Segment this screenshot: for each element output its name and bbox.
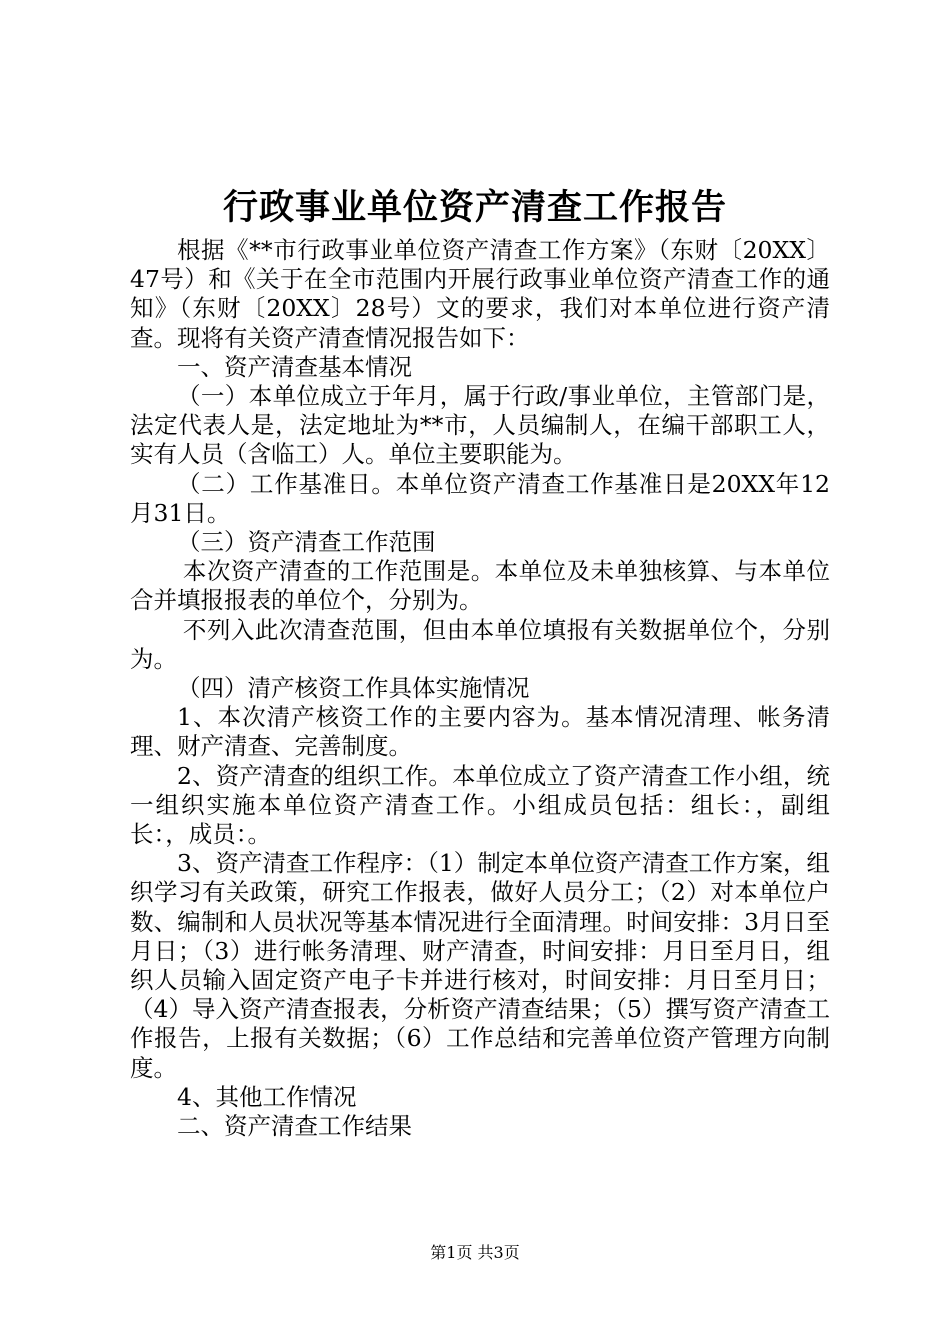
heading-implementation: （四）清产核资工作具体实施情况 [177,674,530,703]
document-body [130,236,830,1141]
paragraph-other: 4、其他工作情况 [177,1082,357,1111]
paragraph-organization: 2、资产清查的组织工作。本单位成立了资产清查工作小组，统一组织实施本单位资产清查工作。小组成员包括：组长：，副组长：，成员：。 [130,761,830,849]
paragraph-base-date: （二）工作基准日。本单位资产清查工作基准日是20XX年12月31日。 [130,469,830,527]
paragraph-scope: 本次资产清查的工作范围是。本单位及未单独核算、与本单位合并填报报表的单位个，分别为。 [130,557,830,615]
document-title: 行政事业单位资产清查工作报告 [222,187,727,228]
paragraph-procedure: 3、资产清查工作程序：（1）制定本单位资产清查工作方案，组织学习有关政策，研究工作报表，做好人员分工；（2）对本单位户数、编制和人员状况等基本情况进行全面清理。时间安排：3月日至月日；（3）进行帐务清理、财产清查，时间安排：月日至月日，组织人员输入固定资产电子卡并进行核对，时间安排：月日至月日；（4）导入资产清查报表，分析资产清查结果；（5）撰写资产清查工作报告，上报有关数据；（6）工作总结和完善单位资产管理方向制度。 [130,849,830,1082]
paragraph-content: 1、本次清产核资工作的主要内容为。基本情况清理、帐务清理、财产清查、完善制度。 [130,703,830,761]
paragraph-intro: 根据《**市行政事业单位资产清查工作方案》（东财〔20XX〕47号）和《关于在全市范围内开展行政事业单位资产清查工作的通知》（东财〔20XX〕28号）文的要求，我们对本单位进行资产清查。现将有关资产清查情况报告如下： [130,236,830,352]
paragraph-excluded: 不列入此次清查范围，但由本单位填报有关数据单位个，分别为。 [130,615,830,673]
page-footer: 第1页 共3页 [430,1243,520,1262]
heading-scope: （三）资产清查工作范围 [177,528,436,557]
paragraph-basic-info: （一）本单位成立于年月，属于行政/事业单位，主管部门是，法定代表人是，法定地址为**市，人员编制人，在编干部职工人，实有人员（含临工）人。单位主要职能为。 [130,382,830,469]
heading-section-1: 一、资产清查基本情况 [177,352,412,381]
heading-section-2: 二、资产清查工作结果 [177,1112,412,1141]
